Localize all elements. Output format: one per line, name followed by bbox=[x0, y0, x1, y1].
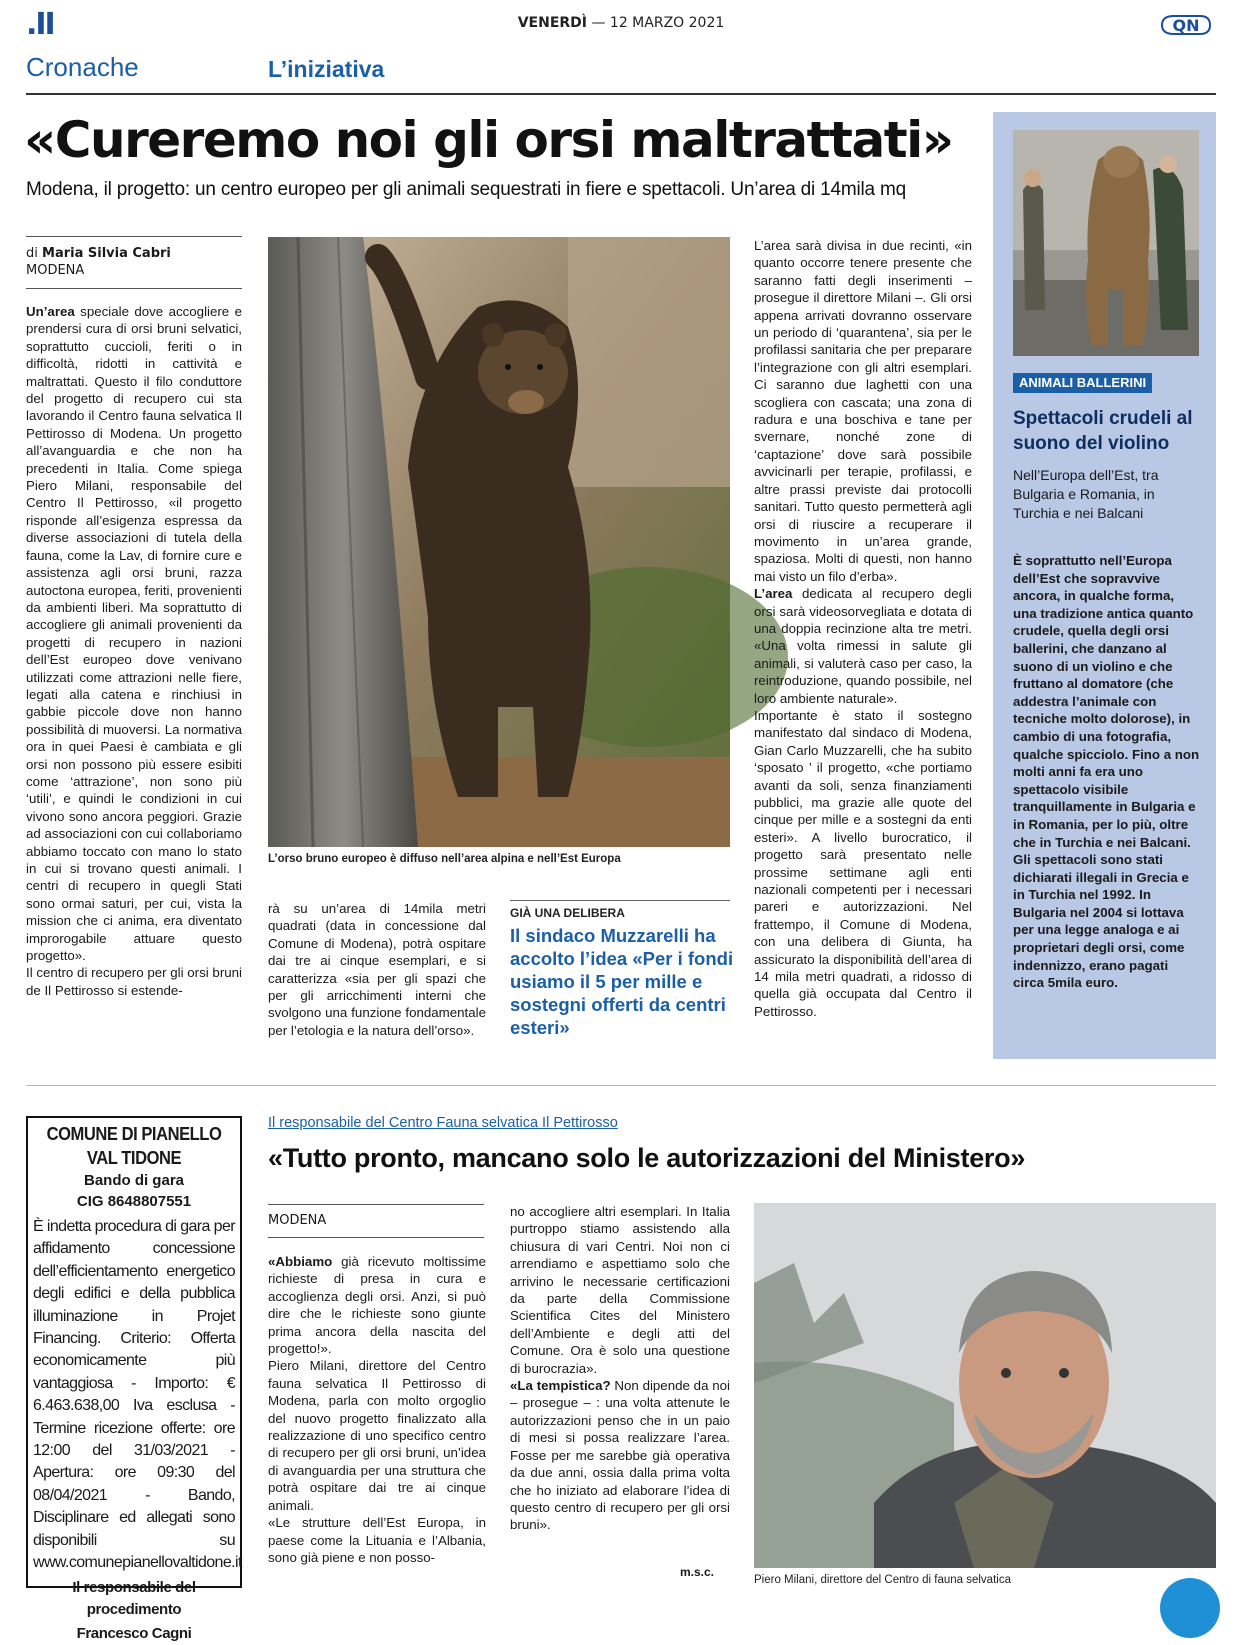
ad-title-line1: COMUNE DI PIANELLO bbox=[46, 1124, 222, 1144]
sidebar-text: nell’Europa dell’Est che sopravvive ancora, in qualche forma, una tradizione antica quanto crudele, quella degli orsi ballerini, che danzano al suono di un violino e che fruttano al domatore (che addestra l’animale con tecniche molto dolorose), in cambio di una fotografia, qualche spicciolo. Fino a non molti anni fa era uno spettacolo visibile tranquillamente in Bulgaria e in Romania, per lo più, oltre che in Turchia e nei Balcani. Gli spettacoli sono stati dichiarati illegali in Grecia e in Turchia nel 1992. In Bulgaria nel 2004 si lottava per una legge analoga e ai proprietari degli orsi, come indennizzo, erano pagati circa 5mila euro. bbox=[1013, 553, 1200, 991]
byline-divider bbox=[26, 236, 242, 237]
initiative-label: L’iniziativa bbox=[268, 56, 385, 82]
article2-place: MODENA bbox=[268, 1213, 327, 1228]
article2-headline: «Tutto pronto, mancano solo le autorizzazioni del Ministero» bbox=[268, 1143, 1026, 1173]
paragraph: «Le strutture dell’Est Europa, in paese come la Lituania e l’Albania, sono già piene e non posso- bbox=[268, 1515, 486, 1565]
paragraph-text: già ricevuto moltissime richieste di presa in cura e accoglienza degli orsi. Anzi, si può dire che le richieste sono giunte prima ancora della nascita del progetto!». bbox=[268, 1254, 486, 1357]
dateline-divider-bottom bbox=[268, 1237, 484, 1238]
main-subtitle: Modena, il progetto: un centro europeo per gli animali sequestrati in fiere e spettacoli. Un’area di 14mila mq bbox=[26, 179, 906, 200]
author-signature: m.s.c. bbox=[680, 1565, 715, 1579]
ad-cig: CIG 8648807551 bbox=[76, 1193, 192, 1210]
header-divider bbox=[26, 93, 1216, 95]
issue-date-rest: — 12 MARZO 2021 bbox=[591, 15, 725, 31]
ad-subtitle: Bando di gara bbox=[83, 1172, 184, 1189]
author-name: Maria Silvia Cabri bbox=[42, 246, 171, 261]
issue-date bbox=[0, 14, 1242, 32]
paragraph: Importante è stato il sostegno manifestato dal sindaco di Modena, Gian Carlo Muzzarelli, che ha subito ‘sposato ’ il progetto, «che portiamo avanti da soli, senza finanziamenti pubblici, ma grazie alle quote del cinque per mille e a sostegni da enti esteri». A livello burocratico, il progetto sarà presentato nelle prossime settimane agli enti nazionali competenti per i necessari pareri e autorizzazioni. Nel frattempo, il Comune di Modena, con una delibera di Giunta, ha assicurato la disponibilità dell’area di 14 mila metri quadrati, a ridosso di quella già occupata dal Centro il Pettirosso. bbox=[754, 707, 972, 1019]
byline-prefix: di bbox=[26, 246, 38, 261]
lead-word: «Abbiamo bbox=[268, 1254, 333, 1269]
article2-column-1 bbox=[268, 1253, 486, 1593]
paragraph-text: dedicata al recupero degli orsi sarà videosorvegliata e dotata di una doppia recinzione alta tre metri. «Una volta rimessi in salute gli animali, si valuterà caso per caso, la reintroduzione, quando possibile, nel loro ambiente naturale». bbox=[754, 586, 972, 706]
qn-logo bbox=[1160, 14, 1212, 36]
sidebar-title: Spettacoli crudeli al suono del violino bbox=[1013, 408, 1193, 454]
corner-badge-icon[interactable] bbox=[1160, 1578, 1220, 1638]
paragraph-text: Non dipende da noi – prosegue – : una volta attenute le autorizzazioni penso che in un paio di mesi si possa realizzare l’area. Fosse per me sarebbe già operativa da due anni, ossia dalla prima volta che ho iniziato ad elaborare l’idea di questo centro di recupero per gli orsi bruni». bbox=[510, 1378, 730, 1533]
lead-word: Un’area bbox=[26, 304, 75, 319]
issue-day: VENERDÌ bbox=[517, 15, 588, 31]
dancing-bear-photo bbox=[1013, 130, 1199, 356]
ad-responsible-name: Francesco Cagni bbox=[76, 1624, 192, 1642]
paragraph-text: speciale dove accogliere e prendersi cura di orsi bruni selvatici, soprattutto cuccioli, feriti o in difficoltà, ridotti in cattività e maltrattati. Questo il filo conduttore del progetto di recupero cui sta lavorando il Centro fauna selvatica Il Pettirosso di Modena. Un progetto all’avanguardia e che non ha precedenti in Italia. Come spiega Piero Milani, responsabile del Centro Il Pettirosso, «il progetto risponde all’esigenza espressa da diverse associazioni di tutela della fauna, come la Lav, di fornire cure e assistenza agli orsi bruni, razza autoctona europea, feriti, provenienti da ambienti liberi. Ma soprattutto di accogliere gli animali provenienti da progetti di recupero in nazioni dell’Est europeo dove venivano utilizzati come attrazioni nelle fiere, legati alla catena e rinchiusi in gabbie piccole dove non hanno possibilità di muoversi. La normativa ora in quei Paesi è cambiata e gli orsi non possono più essere esibiti come ‘attrazione’, non sono più ‘utili’, e quindi le condizioni in cui vivono sono ancora peggiori. Grazie ad associazioni con cui collaboriamo abbiamo toccato con mano lo stato in cui si trovano questi animali. I centri di recupero in quegli Stati sono ormai saturi, per cui, vista la mission che ci anima, era diventato improrogabile attuare questo progetto». bbox=[26, 304, 242, 964]
paragraph bbox=[510, 1377, 730, 1534]
qn-logo-text: QN bbox=[1172, 16, 1200, 35]
article2-column-2 bbox=[510, 1203, 730, 1563]
bear-photo bbox=[268, 237, 730, 847]
bear-photo-caption: L’orso bruno europeo è diffuso nell’area alpina e nell’Est Europa bbox=[268, 853, 621, 865]
dateline-divider bbox=[268, 1204, 484, 1205]
paragraph: L’area sarà divisa in due recinti, «in quanto occorre tenere presente che saranno fatti degli inserimenti – prosegue il direttore Milani –. Gli orsi appena arrivati dovranno osservare un periodo di ‘quarantena’, sia per le profilassi sanitaria che per preparare l’integrazione con gli altri esemplari. Ci saranno due laghetti con una scogliera con cascata; una zona di radura e una boschiva e tane per svernare, nonché zone di ‘captazione’ dove sarà possibile avvicinarli per terapie, profilassi, e altre prassi previste dai protocolli sanitari. Tutto questo permetterà agli orsi di riuscire a recuperare il movimento in un’area grande, spaziosa. Molti di questi, non hanno mai visto un filo d’erba». bbox=[754, 238, 972, 584]
byline-divider-bottom bbox=[26, 288, 242, 289]
lead-word: «La tempistica? bbox=[510, 1378, 611, 1394]
sidebar-body bbox=[1013, 552, 1201, 992]
article-column-2: rà su un’area di 14mila metri quadrati (data in concessione dal Comune di Modena), potrà ospitare dai tre ai cinque esemplari, e si caratterizza «sia per gli spazi che per gli arricchimenti interni che svolgono una funzione fondamentale per l’etologia e la natura dell’orso». bbox=[268, 901, 486, 1038]
paragraph: Piero Milani, direttore del Centro fauna selvatica Il Pettirosso di Modena, parla con molto orgoglio del nuovo progetto finalizzato alla realizzazione di uno specifico centro di recupero per gli orsi bruni, un’idea di avanguardia per una struttura che potrà ospitare dai tre ai cinque animali. bbox=[268, 1358, 486, 1513]
ad-title-line2: VAL TIDONE bbox=[86, 1148, 182, 1168]
paragraph: Il centro di recupero per gli orsi bruni de Il Pettirosso si estende- bbox=[26, 965, 242, 998]
byline bbox=[26, 245, 171, 279]
pullquote-text: Il sindaco Muzzarelli ha accolto l’idea «Per i fondi usiamo il 5 per mille e sostegni offerti da centri esteri» bbox=[510, 925, 734, 1038]
sidebar-subtitle: Nell’Europa dell’Est, tra Bulgaria e Romania, in Turchia e nei Balcani bbox=[1013, 467, 1159, 521]
paragraph bbox=[754, 585, 972, 707]
page-number-marker: .II bbox=[26, 7, 54, 42]
sidebar-lead: È soprattutto bbox=[1013, 553, 1096, 568]
legal-notice-ad bbox=[26, 1116, 242, 1642]
paragraph: no accogliere altri esemplari. In Italia purtroppo stiamo assistendo alla chiusura di vari Centri. Noi non ci arrendiamo e aspettiamo solo che arrivino le necessarie certificazioni da parte della Commissione Scientifica Cites del Ministero dell’Ambiente e degli atti del Comune. Ora è solo una questione di burocrazia». bbox=[510, 1204, 730, 1376]
pullquote-kicker: GIÀ UNA DELIBERA bbox=[510, 906, 625, 920]
piero-milani-photo bbox=[754, 1203, 1216, 1568]
byline-place: MODENA bbox=[26, 263, 85, 278]
article-column-3 bbox=[754, 237, 972, 1057]
paragraph bbox=[268, 1253, 486, 1357]
standing-bear-image bbox=[268, 237, 730, 847]
sidebar-tag: ANIMALI BALLERINI bbox=[1013, 373, 1152, 393]
paragraph bbox=[26, 303, 242, 964]
lead-word: L’area bbox=[754, 586, 793, 602]
portrait-caption: Piero Milani, direttore del Centro di fauna selvatica bbox=[754, 1574, 1011, 1586]
section-name: Cronache bbox=[26, 52, 139, 82]
article2-kicker: Il responsabile del Centro Fauna selvatica Il Pettirosso bbox=[268, 1115, 618, 1131]
pullquote-divider bbox=[510, 900, 730, 901]
main-headline: «Cureremo noi gli orsi maltrattati» bbox=[24, 111, 953, 169]
article-column-1 bbox=[26, 303, 242, 1043]
portrait-image bbox=[754, 1203, 1216, 1568]
ad-responsible-label: Il responsabile del procedimento bbox=[72, 1578, 196, 1618]
qn-logo-mark bbox=[1160, 14, 1212, 36]
dancing-bear-image bbox=[1013, 130, 1199, 356]
ad-body: È indetta procedura di gara per affidamento concessione dell’efficientamento energetico degli edifici e della pubblica illuminazione in Projet Financing. Criterio: Offerta economicamente più vantaggiosa - Importo: € 6.463.638,00 Iva esclusa - Termine ricezione offerte: ore 12:00 del 31/03/2021 - Apertura: ore 09:30 del 08/04/2021 - Bando, Disciplinare ed allegati sono disponibili su www.comunepianellovaltidone.it bbox=[33, 1218, 242, 1572]
mid-page-divider bbox=[26, 1085, 1216, 1086]
